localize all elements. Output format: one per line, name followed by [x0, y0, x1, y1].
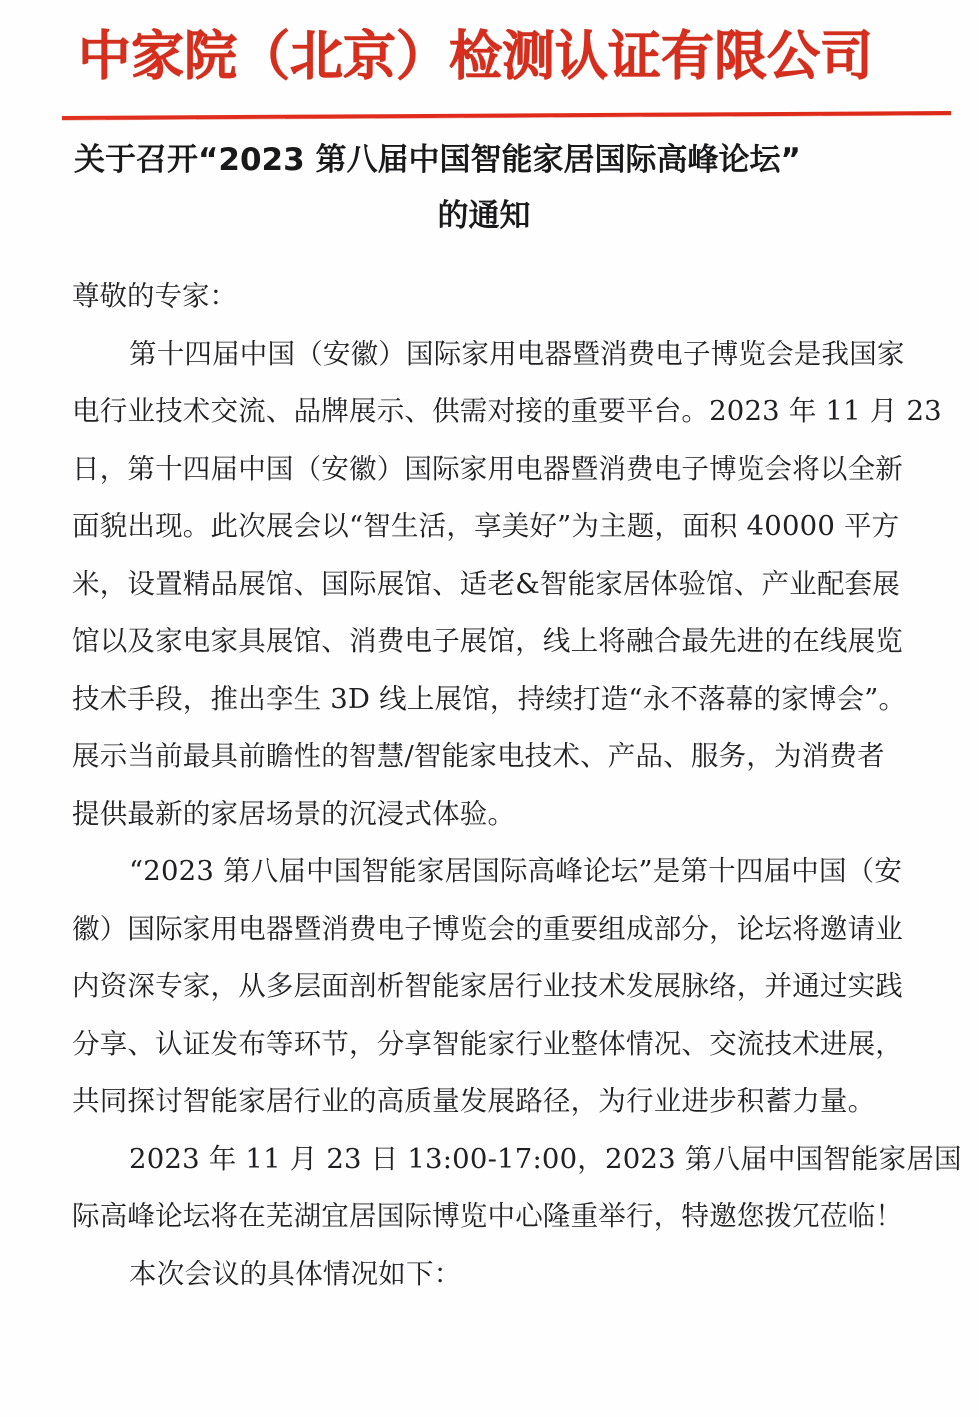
body-line: 2023 年 11 月 23 日 13:00-17:00，2023 第八届中国智能家居国	[129, 1142, 962, 1175]
body-line: 日，第十四届中国（安徽）国际家用电器暨消费电子博览会将以全新	[72, 452, 903, 485]
body-line: 际高峰论坛将在芜湖宜居国际博览中心隆重举行，特邀您拨冗莅临！	[72, 1200, 903, 1232]
body-line: 米，设置精品展馆、国际展馆、适老&智能家居体验馆、产业配套展	[72, 567, 900, 600]
paragraph-2	[72, 843, 917, 1131]
body-line: 提供最新的家居场景的沉浸式体验。	[72, 797, 516, 830]
body-line: 馆以及家电家具展馆、消费电子展馆，线上将融合最先进的在线展览	[72, 625, 903, 657]
letterhead	[0, 24, 979, 96]
paragraph-3	[72, 1131, 962, 1246]
body-line: 展示当前最具前瞻性的智慧/智能家电技术、产品、服务，为消费者	[72, 740, 885, 772]
letterhead-divider-rule	[62, 111, 951, 119]
body-line: 徽）国际家用电器暨消费电子博览会的重要组成部分，论坛将邀请业	[72, 912, 903, 945]
body-line: 技术手段，推出孪生 3D 线上展馆，持续打造“永不落幕的家博会”。	[72, 682, 907, 715]
document-title-line-2: 的通知	[437, 198, 531, 234]
letterhead-company-name: 中家院（北京）检测认证有限公司	[78, 26, 873, 87]
body-line: “2023 第八届中国智能家居国际高峰论坛”是第十四届中国（安	[129, 855, 903, 887]
body-line: 面貌出现。此次展会以“智生活，享美好”为主题，面积 40000 平方	[72, 510, 900, 542]
paragraph-1	[72, 326, 942, 844]
body-line: 分享、认证发布等环节，分享智能家行业整体情况、交流技术进展，	[72, 1027, 903, 1060]
paragraph-4	[72, 1246, 917, 1304]
body-line: 电行业技术交流、品牌展示、供需对接的重要平台。2023 年 11 月 23	[72, 395, 942, 427]
document-title-line-1: 关于召开“2023 第八届中国智能家居国际高峰论坛”	[74, 142, 801, 178]
salutation: 尊敬的专家：	[72, 280, 237, 312]
document-title	[62, 132, 922, 244]
body-line: 共同探讨智能家居行业的高质量发展路径，为行业进步积蓄力量。	[72, 1085, 876, 1117]
document-body	[72, 268, 962, 1303]
body-line: 本次会议的具体情况如下：	[129, 1257, 462, 1290]
body-line: 内资深专家，从多层面剖析智能家居行业技术发展脉络，并通过实践	[72, 970, 903, 1002]
body-line: 第十四届中国（安徽）国际家用电器暨消费电子博览会是我国家	[129, 337, 905, 370]
